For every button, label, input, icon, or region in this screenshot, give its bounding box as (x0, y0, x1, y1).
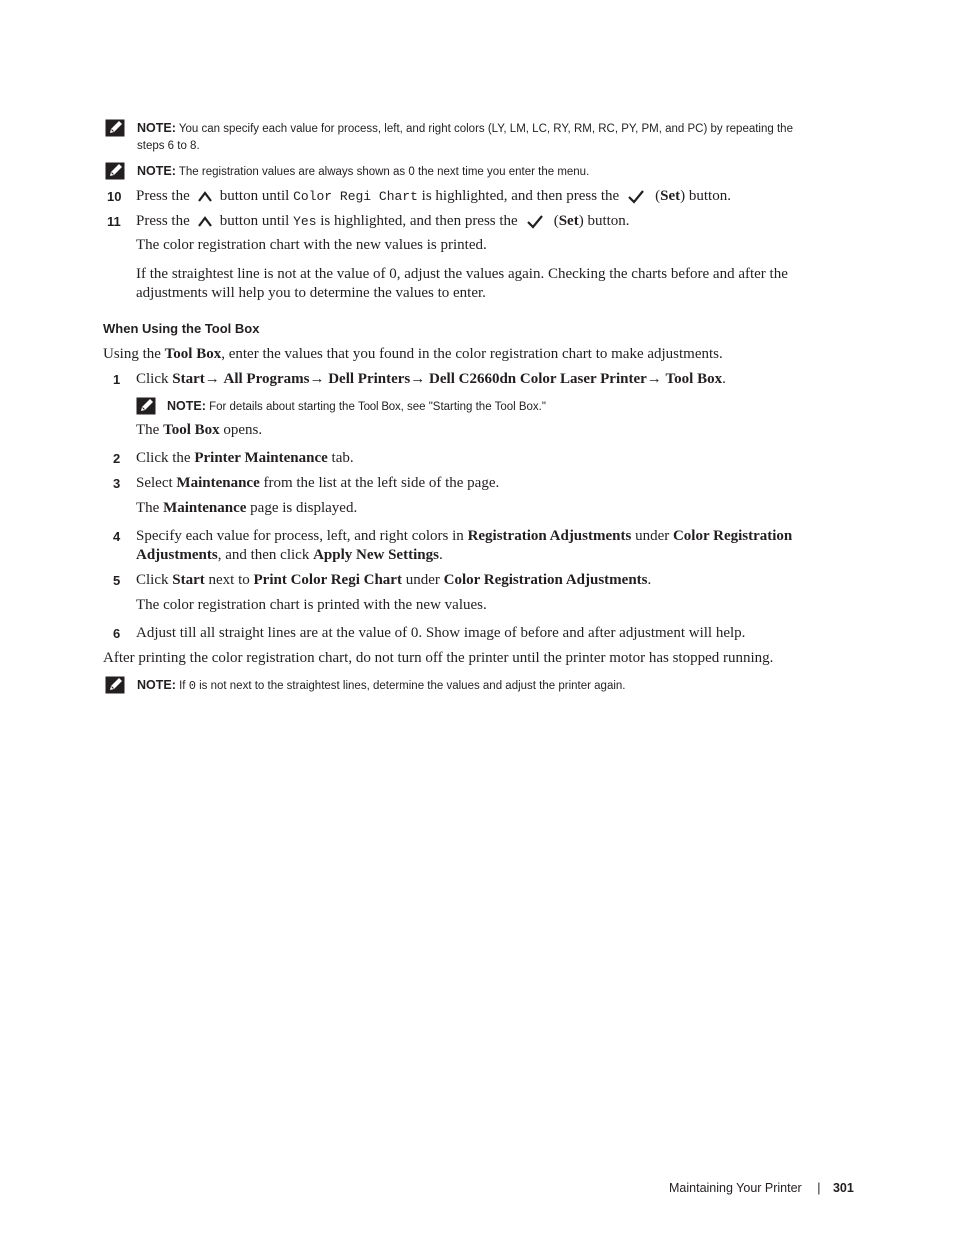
section-intro: Using the Tool Box, enter the values that you found in the color registration chart to make adjustments. (103, 346, 723, 362)
step-1: Click Start→ All Programs→ Dell Printers→ Dell C2660dn Color Laser Printer→ Tool Box. (136, 371, 726, 387)
step-2: Click the Printer Maintenance tab. (136, 450, 354, 466)
note-text: You can specify each value for process, left, and right colors (LY, LM, LC, RY, RM, RC, PY, PM, and PC) by repeating the (178, 123, 793, 135)
note-label: NOTE: (167, 399, 206, 413)
note-label: NOTE: (137, 678, 176, 692)
page-number: 301 (832, 1181, 854, 1195)
note-text: The registration values are always shown as 0 the next time you enter the menu. (178, 166, 590, 178)
step-number-2: 2 (113, 451, 121, 466)
note-toolbox: NOTE: For details about starting the Tool Box, see "Starting the Tool Box." (167, 399, 546, 413)
paragraph: The Tool Box opens. (136, 422, 263, 438)
up-arrow-icon (196, 213, 214, 231)
note-label: NOTE: (137, 121, 176, 135)
pencil-note-icon (105, 162, 125, 180)
page-footer (669, 1181, 854, 1195)
note-3: NOTE: If 0 is not next to the straightest lines, determine the values and adjust the printer again. (137, 678, 626, 693)
note-label: NOTE: (137, 164, 176, 178)
paragraph: The Maintenance page is displayed. (136, 500, 358, 516)
step-number-4: 4 (113, 529, 121, 544)
step-11: Press the button until Yes is highlighted, and then press the (Set) button. (136, 213, 630, 229)
note-1 (137, 120, 857, 155)
paragraph: The color registration chart with the new values is printed. (136, 237, 487, 253)
paragraph: If the straightest line is not at the value of 0, adjust the values again. Checking the charts before and after the adjustments will help you to determine the values to enter. (136, 266, 788, 301)
pencil-note-icon (105, 676, 125, 694)
section-heading: When Using the Tool Box (103, 321, 260, 336)
up-arrow-icon (196, 188, 214, 206)
paragraph: The color registration chart is printed with the new values. (136, 597, 487, 613)
step-6: Adjust till all straight lines are at the value of 0. Show image of before and after adjustment will help. (136, 625, 746, 641)
step-number-5: 5 (113, 573, 121, 588)
step-number-3: 3 (113, 476, 121, 491)
step-3: Select Maintenance from the list at the left side of the page. (136, 475, 500, 491)
step-number-11: 11 (107, 214, 121, 229)
note-text-cont: steps 6 to 8. (137, 140, 200, 152)
footer-separator: | (817, 1181, 821, 1195)
pencil-note-icon (105, 119, 125, 137)
step-5: Click Start next to Print Color Regi Chart under Color Registration Adjustments. (136, 572, 652, 588)
footer-section-title: Maintaining Your Printer (669, 1181, 802, 1195)
checkmark-icon (627, 188, 645, 206)
step-number-1: 1 (113, 372, 121, 387)
note-2 (137, 163, 857, 181)
step-10: Press the button until Color Regi Chart is highlighted, and then press the (Set) button. (136, 188, 731, 204)
pencil-note-icon (136, 397, 156, 415)
menu-item-code: Yes (293, 214, 317, 229)
step-number-6: 6 (113, 626, 121, 641)
checkmark-icon (526, 213, 544, 231)
step-4: Specify each value for process, left, and right colors in Registration Adjustments under Color Registration Adjustments, and then click Apply New Settings. (136, 528, 793, 563)
menu-item-code: Color Regi Chart (293, 189, 418, 204)
step-number-10: 10 (107, 189, 122, 204)
paragraph: After printing the color registration chart, do not turn off the printer until the printer motor has stopped running. (103, 650, 774, 666)
